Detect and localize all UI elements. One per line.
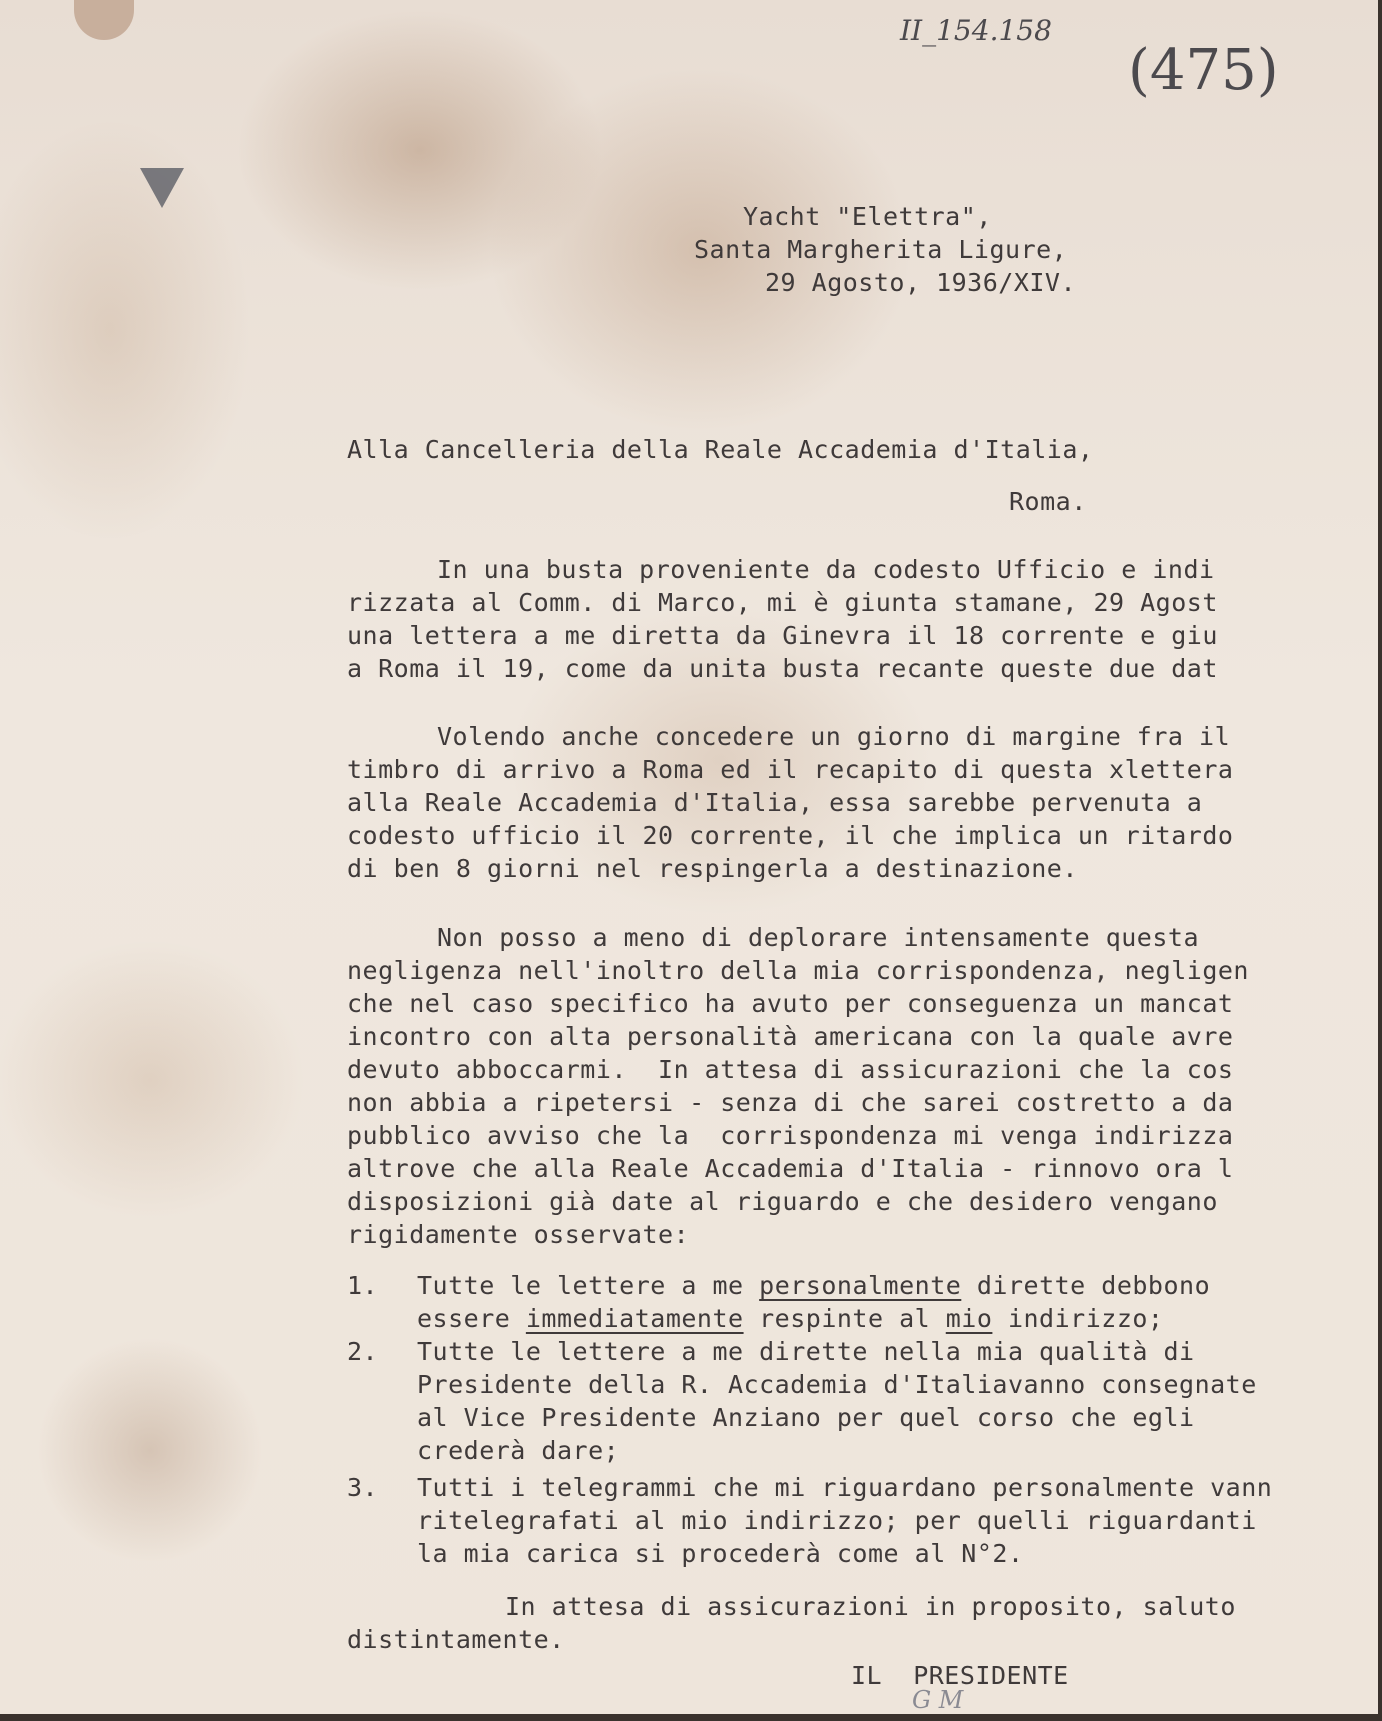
text-line: negligenza nell'inoltro della mia corrispondenza, negligen [347,956,1249,985]
ink-stain [140,168,184,208]
closing-line: distintamente. [347,1625,565,1654]
text-line: che nel caso specifico ha avuto per conseguenza un mancat [347,989,1234,1018]
text-line: Non posso a meno di deplorare intensamente questa [437,923,1200,952]
text-line: codesto ufficio il 20 corrente, il che implica un ritardo [347,821,1234,850]
underlined-word: mio [945,1304,993,1333]
list-item-1-line [417,1302,1163,1335]
underlined-word: personalmente [759,1271,962,1300]
list-item-2-line: Tutte le lettere a me dirette nella mia qualità di [417,1337,1195,1366]
text-line: timbro di arrivo a Roma ed il recapito di questa xlettera [347,755,1234,784]
text-span: Tutte le lettere a me [417,1271,760,1300]
text-line: rigidamente osservate: [347,1220,690,1249]
text-span: respinte al [743,1304,946,1333]
text-line: non abbia a ripetersi - senza di che sarei costretto a da [347,1088,1234,1117]
text-line: a Roma il 19, come da unita busta recante queste due dat [347,654,1218,683]
text-line: di ben 8 giorni nel respingerla a destinazione. [347,854,1078,883]
list-item-3-line: ritelegrafati al mio indirizzo; per quelli riguardanti [417,1506,1257,1535]
page-number: (475) [1128,38,1279,103]
list-item-1-line [417,1269,1210,1302]
text-line: incontro con alta personalità americana con la quale avre [347,1022,1234,1051]
text-line: una lettera a me diretta da Ginevra il 18 corrente e giu [347,621,1218,650]
text-span: dirette debbono [961,1271,1211,1300]
header-line-vessel: Yacht "Elettra", [743,202,992,231]
list-item-2-line: crederà dare; [417,1436,620,1465]
stain-mark [74,0,134,40]
header-line-place: Santa Margherita Ligure, [694,235,1068,264]
text-span: essere [417,1304,526,1333]
addressee-line: Alla Cancelleria della Reale Accademia d'Italia, [347,435,1094,464]
text-line: Volendo anche concedere un giorno di margine fra il [437,722,1231,751]
list-item-2-line: al Vice Presidente Anziano per quel corso che egli [417,1403,1195,1432]
text-line: disposizioni già date al riguardo e che desidero vengano [347,1187,1218,1216]
archive-reference: II_154.158 [900,14,1052,47]
list-item-3-line: Tutti i telegrammi che mi riguardano personalmente vann [417,1473,1273,1502]
closing-line: In attesa di assicurazioni in proposito, saluto [505,1592,1236,1621]
signature-initials: G M [912,1686,964,1714]
text-line: In una busta proveniente da codesto Ufficio e indi [437,555,1215,584]
text-line: alla Reale Accademia d'Italia, essa sarebbe pervenuta a [347,788,1203,817]
text-line: pubblico avviso che la corrispondenza mi venga indirizza [347,1121,1234,1150]
list-item-3-line: la mia carica si procederà come al N°2. [417,1539,1024,1568]
list-number: 1. [347,1271,379,1300]
text-line: rizzata al Comm. di Marco, mi è giunta stamane, 29 Agost [347,588,1218,617]
list-item-2-line: Presidente della R. Accademia d'Italiavanno consegnate [417,1370,1257,1399]
underlined-word: immediatamente [525,1304,744,1333]
text-line: devuto abboccarmi. In attesa di assicurazioni che la cos [347,1055,1234,1084]
text-span: indirizzo; [992,1304,1164,1333]
list-number: 2. [347,1337,379,1366]
signature-title: IL PRESIDENTE [851,1661,1069,1690]
list-number: 3. [347,1473,379,1502]
header-line-date: 29 Agosto, 1936/XIV. [765,268,1077,297]
addressee-city: Roma. [1009,487,1087,516]
text-line: altrove che alla Reale Accademia d'Italia - rinnovo ora l [347,1154,1234,1183]
